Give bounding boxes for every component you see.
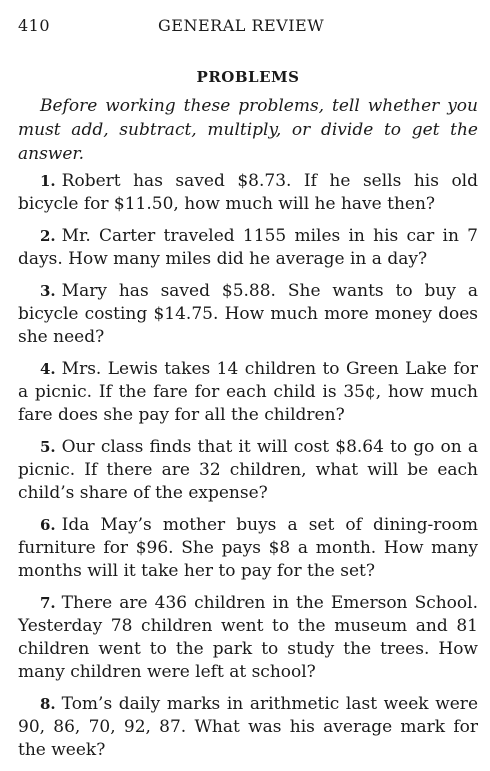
problem-number: 6.	[40, 516, 56, 534]
problem-6	[18, 514, 478, 583]
problem-number: 8.	[40, 695, 56, 713]
problem-text: Our class finds that it will cost $8.64 to go on a picnic. If there are 32 children, what will be each child’s share of the expense?	[18, 437, 478, 503]
problem-number: 7.	[40, 594, 56, 612]
problem-number: 4.	[40, 360, 56, 378]
problem-number: 1.	[40, 172, 56, 190]
page-header	[18, 16, 478, 42]
section-title: PROBLEMS	[196, 68, 300, 86]
problem-3	[18, 280, 478, 349]
problem-number: 3.	[40, 282, 56, 300]
problem-7	[18, 592, 478, 684]
instructions: Before working these problems, tell whether you must add, subtract, multiply, or divide to get the answer.	[18, 96, 478, 164]
problem-number: 5.	[40, 438, 56, 456]
problem-text: There are 436 children in the Emerson School. Yesterday 78 children went to the museum and 81 children went to the park to study the trees. How many children were left at school?	[18, 593, 478, 682]
problem-number: 2.	[40, 227, 56, 245]
problem-text: Mrs. Lewis takes 14 children to Green Lake for a picnic. If the fare for each child is 35¢, how much fare does she pay for all the children?	[18, 359, 478, 425]
problem-1	[18, 170, 478, 216]
problem-text: Mr. Carter traveled 1155 miles in his car in 7 days. How many miles did he average in a day?	[18, 226, 478, 269]
problem-text: Mary has saved $5.88. She wants to buy a bicycle costing $14.75. How much more money does she need?	[18, 281, 478, 347]
running-head: GENERAL REVIEW	[158, 16, 325, 35]
problem-text: Robert has saved $8.73. If he sells his old bicycle for $11.50, how much will he have then?	[18, 171, 478, 214]
problem-text: Ida May’s mother buys a set of dining-room furniture for $96. She pays $8 a month. How many months will it take her to pay for the set?	[18, 515, 478, 581]
problem-2	[18, 225, 478, 271]
book-page	[18, 16, 478, 771]
problem-8	[18, 693, 478, 762]
problem-4	[18, 358, 478, 427]
page-number: 410	[18, 16, 51, 35]
problem-text: Tom’s daily marks in arithmetic last week were 90, 86, 70, 92, 87. What was his average mark for the week?	[18, 694, 478, 760]
problem-5	[18, 436, 478, 505]
